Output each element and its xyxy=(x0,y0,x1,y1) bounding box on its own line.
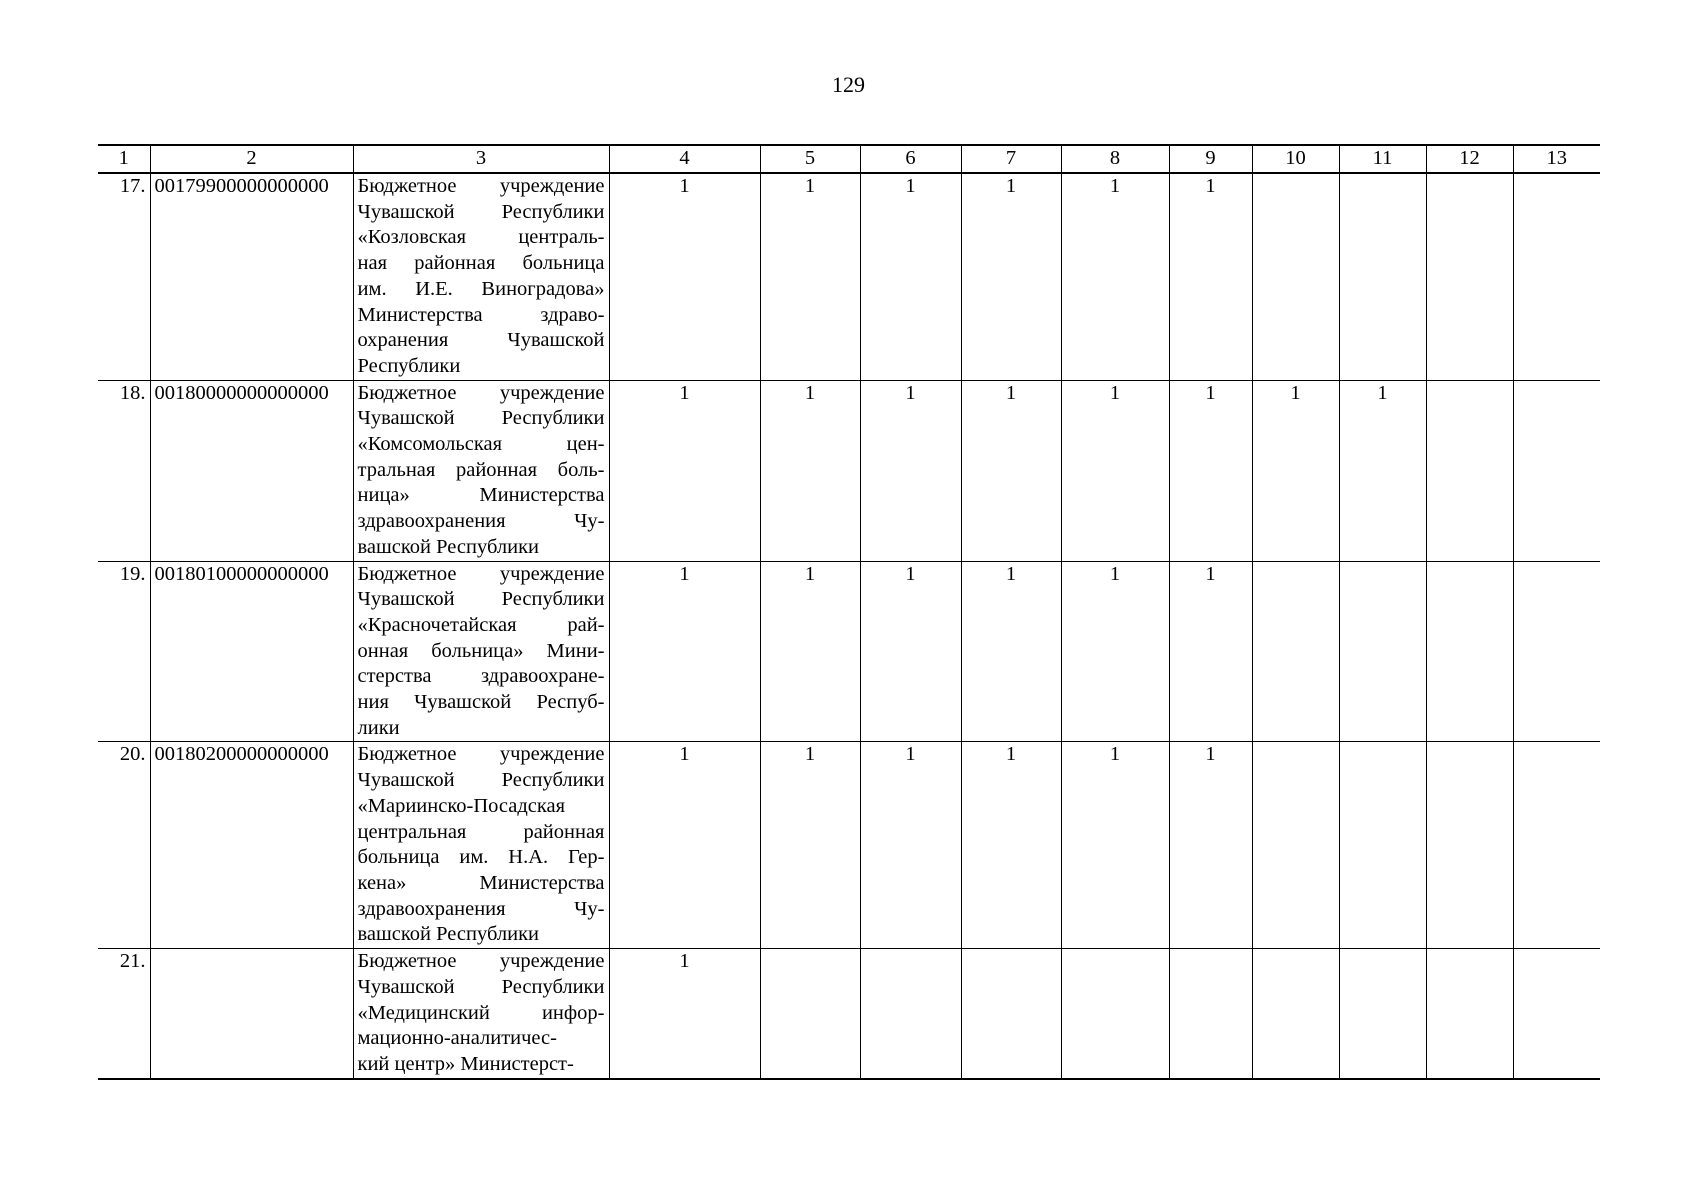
institution-name-line: лики xyxy=(357,716,400,739)
institution-name-line: кий центр» Министерст- xyxy=(357,1052,574,1075)
column-header: 3 xyxy=(353,145,609,173)
value-cell-col-9: 1 xyxy=(1169,173,1252,380)
institution-name-line: центральная районная xyxy=(357,820,605,843)
value-cell-col-8: 1 xyxy=(1061,173,1169,380)
institution-name-line: Чувашской Республики xyxy=(357,975,605,998)
institution-name-line: «Медицинский инфор- xyxy=(357,1001,605,1024)
value-cell-col-4: 1 xyxy=(609,173,760,380)
value-cell-col-5: 1 xyxy=(760,173,860,380)
value-cell-col-10 xyxy=(1252,561,1339,742)
column-header: 5 xyxy=(760,145,860,173)
institution-name xyxy=(353,742,609,949)
value-cell-col-4: 1 xyxy=(609,380,760,561)
institution-name xyxy=(353,173,609,380)
column-header: 1 xyxy=(98,145,150,173)
row-number: 17. xyxy=(98,173,150,380)
institution-name-line: Чувашской Республики xyxy=(357,588,605,611)
value-cell-col-12 xyxy=(1426,742,1513,949)
institution-name-line: здравоохранения Чу- xyxy=(357,510,605,533)
column-header: 8 xyxy=(1061,145,1169,173)
institution-name-line: «Козловская централь- xyxy=(357,226,605,249)
institution-name-line: ница» Министерства xyxy=(357,484,605,507)
column-header: 2 xyxy=(150,145,353,173)
value-cell-col-9: 1 xyxy=(1169,380,1252,561)
value-cell-col-13 xyxy=(1513,742,1600,949)
value-cell-col-8: 1 xyxy=(1061,742,1169,949)
value-cell-col-9: 1 xyxy=(1169,561,1252,742)
institution-name-line: им. И.Е. Виноградова» xyxy=(357,277,605,300)
institution-name-line: здравоохранения Чу- xyxy=(357,897,605,920)
header-row xyxy=(98,145,1600,173)
institution-name-line: «Мариинско-Посадская xyxy=(357,794,566,817)
value-cell-col-9 xyxy=(1169,949,1252,1079)
institution-name-line: тральная районная боль- xyxy=(357,458,605,481)
value-cell-col-10: 1 xyxy=(1252,380,1339,561)
row-code xyxy=(150,949,353,1079)
row-number: 21. xyxy=(98,949,150,1079)
value-cell-col-10 xyxy=(1252,949,1339,1079)
value-cell-col-8 xyxy=(1061,949,1169,1079)
value-cell-col-4: 1 xyxy=(609,561,760,742)
institution-name-line: «Красночетайская рай- xyxy=(357,613,605,636)
institution-name xyxy=(353,949,609,1079)
data-table xyxy=(98,144,1600,1080)
row-code: 00180100000000000 xyxy=(150,561,353,742)
row-code: 00180000000000000 xyxy=(150,380,353,561)
table-row xyxy=(98,561,1600,742)
value-cell-col-10 xyxy=(1252,742,1339,949)
value-cell-col-5: 1 xyxy=(760,742,860,949)
table-row xyxy=(98,380,1600,561)
value-cell-col-13 xyxy=(1513,949,1600,1079)
value-cell-col-5: 1 xyxy=(760,380,860,561)
page-number: 129 xyxy=(832,72,865,97)
institution-name-line: Республики xyxy=(357,354,461,377)
institution-name-line: больница им. Н.А. Гер- xyxy=(357,846,605,869)
institution-name-line: мационно-аналитичес- xyxy=(357,1027,557,1050)
institution-name-line: Бюджетное учреждение xyxy=(357,950,605,973)
value-cell-col-7: 1 xyxy=(961,742,1061,949)
value-cell-col-13 xyxy=(1513,561,1600,742)
institution-name-line: стерства здравоохране- xyxy=(357,665,605,688)
value-cell-col-7: 1 xyxy=(961,173,1061,380)
value-cell-col-5 xyxy=(760,949,860,1079)
value-cell-col-11 xyxy=(1339,742,1426,949)
row-number: 19. xyxy=(98,561,150,742)
institution-name-line: онная больница» Мини- xyxy=(357,639,605,662)
institution-name-line: Чувашской Республики xyxy=(357,769,605,792)
institution-name-line: кена» Министерства xyxy=(357,871,605,894)
value-cell-col-12 xyxy=(1426,380,1513,561)
institution-name-line: Чувашской Республики xyxy=(357,407,605,430)
value-cell-col-11 xyxy=(1339,561,1426,742)
institution-name-line: ния Чувашской Респуб- xyxy=(357,691,605,714)
institution-name-line: «Комсомольская цен- xyxy=(357,433,605,456)
column-header: 11 xyxy=(1339,145,1426,173)
value-cell-col-6: 1 xyxy=(860,561,961,742)
institution-name-line: охранения Чувашской xyxy=(357,329,605,352)
column-header: 13 xyxy=(1513,145,1600,173)
value-cell-col-8: 1 xyxy=(1061,561,1169,742)
institution-name-line: ная районная больница xyxy=(357,252,605,275)
value-cell-col-6: 1 xyxy=(860,173,961,380)
value-cell-col-11: 1 xyxy=(1339,380,1426,561)
value-cell-col-12 xyxy=(1426,173,1513,380)
institution-name-line: вашской Республики xyxy=(357,923,539,946)
value-cell-col-7 xyxy=(961,949,1061,1079)
value-cell-col-7: 1 xyxy=(961,380,1061,561)
institution-name-line: Бюджетное учреждение xyxy=(357,381,605,404)
value-cell-col-6 xyxy=(860,949,961,1079)
value-cell-col-6: 1 xyxy=(860,742,961,949)
institution-name-line: Бюджетное учреждение xyxy=(357,743,605,766)
value-cell-col-13 xyxy=(1513,380,1600,561)
value-cell-col-13 xyxy=(1513,173,1600,380)
value-cell-col-11 xyxy=(1339,173,1426,380)
institution-name xyxy=(353,561,609,742)
row-code: 00179900000000000 xyxy=(150,173,353,380)
column-header: 10 xyxy=(1252,145,1339,173)
table-row xyxy=(98,173,1600,380)
table-row xyxy=(98,949,1600,1079)
institution-name-line: Бюджетное учреждение xyxy=(357,562,605,585)
value-cell-col-4: 1 xyxy=(609,742,760,949)
column-header: 7 xyxy=(961,145,1061,173)
value-cell-col-10 xyxy=(1252,173,1339,380)
institution-name-line: Чувашской Республики xyxy=(357,200,605,223)
row-number: 18. xyxy=(98,380,150,561)
value-cell-col-12 xyxy=(1426,949,1513,1079)
institution-name xyxy=(353,380,609,561)
column-header: 12 xyxy=(1426,145,1513,173)
table-body xyxy=(98,173,1600,1079)
value-cell-col-5: 1 xyxy=(760,561,860,742)
value-cell-col-12 xyxy=(1426,561,1513,742)
institution-name-line: Министерства здраво- xyxy=(357,303,605,326)
value-cell-col-4: 1 xyxy=(609,949,760,1079)
row-code: 00180200000000000 xyxy=(150,742,353,949)
institution-name-line: Бюджетное учреждение xyxy=(357,175,605,197)
column-header: 9 xyxy=(1169,145,1252,173)
value-cell-col-7: 1 xyxy=(961,561,1061,742)
column-header: 6 xyxy=(860,145,961,173)
institution-name-line: вашской Республики xyxy=(357,535,539,558)
table-row xyxy=(98,742,1600,949)
column-header: 4 xyxy=(609,145,760,173)
value-cell-col-8: 1 xyxy=(1061,380,1169,561)
value-cell-col-11 xyxy=(1339,949,1426,1079)
value-cell-col-9: 1 xyxy=(1169,742,1252,949)
value-cell-col-6: 1 xyxy=(860,380,961,561)
row-number: 20. xyxy=(98,742,150,949)
